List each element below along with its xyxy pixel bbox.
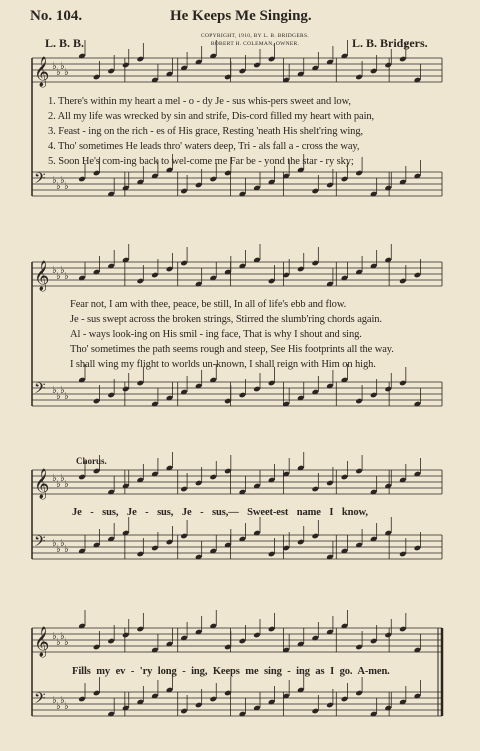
flat-sign: ♭ bbox=[60, 473, 65, 484]
verse-line-5b: I shall wing my flight to worlds un-known, I shall reign with Him on high. bbox=[70, 359, 376, 370]
flat-sign: ♭ bbox=[56, 701, 61, 712]
flat-sign: ♭ bbox=[60, 538, 65, 549]
clef-symbol: 𝄞 bbox=[34, 627, 50, 657]
verse-line-1: 1. There's within my heart a mel - o - dy Je - sus whis-pers sweet and low, bbox=[48, 96, 351, 107]
flat-sign: ♭ bbox=[52, 175, 57, 186]
clef-symbol: 𝄞 bbox=[34, 57, 50, 87]
flat-sign: ♭ bbox=[56, 67, 61, 78]
flat-sign: ♭ bbox=[52, 538, 57, 549]
flat-sign: ♭ bbox=[60, 61, 65, 72]
chorus-line-1: Je - sus, Je - sus, Je - sus,— Sweet-est name I know, bbox=[72, 507, 368, 518]
flat-sign: ♭ bbox=[60, 265, 65, 276]
clef-symbol: 𝄢 bbox=[34, 533, 46, 554]
clef-symbol: 𝄢 bbox=[34, 380, 46, 401]
flat-sign: ♭ bbox=[64, 701, 69, 712]
chorus-label: Chorus. bbox=[76, 456, 107, 466]
chorus-line-2: Fills my ev - 'ry long - ing, Keeps me sing - ing as I go. A-men. bbox=[72, 666, 390, 677]
flat-sign: ♭ bbox=[56, 271, 61, 282]
flat-sign: ♭ bbox=[60, 695, 65, 706]
music-credit: L. B. Bridgers. bbox=[352, 36, 428, 50]
hymn-title: He Keeps Me Singing. bbox=[170, 8, 312, 24]
flat-sign: ♭ bbox=[52, 385, 57, 396]
words-credit: L. B. B. bbox=[45, 36, 85, 50]
flat-sign: ♭ bbox=[56, 637, 61, 648]
verse-line-3: 3. Feast - ing on the rich - es of His grace, Resting 'neath His shelt'ring wing, bbox=[48, 126, 363, 137]
verse-line-4b: Tho' sometimes the path seems rough and steep, See His footprints all the way. bbox=[70, 344, 394, 355]
owner-line: ROBERT H. COLEMAN, OWNER. bbox=[210, 41, 300, 47]
flat-sign: ♭ bbox=[64, 181, 69, 192]
flat-sign: ♭ bbox=[60, 385, 65, 396]
flat-sign: ♭ bbox=[52, 265, 57, 276]
copyright-line: COPYRIGHT, 1910, BY L. B. BRIDGERS. bbox=[201, 33, 309, 39]
flat-sign: ♭ bbox=[52, 61, 57, 72]
flat-sign: ♭ bbox=[52, 473, 57, 484]
flat-sign: ♭ bbox=[64, 544, 69, 555]
verse-line-4: 4. Tho' sometimes He leads thro' waters deep, Tri - als fall a - cross the way, bbox=[48, 141, 360, 152]
verse-line-5: 5. Soon He's com-ing back to wel-come me Far be - yond the star - ry sky; bbox=[48, 156, 354, 167]
flat-sign: ♭ bbox=[64, 67, 69, 78]
flat-sign: ♭ bbox=[52, 631, 57, 642]
verse-line-1b: Fear not, I am with thee, peace, be still, In all of life's ebb and flow. bbox=[70, 299, 347, 310]
verse-line-3b: Al - ways look-ing on His smil - ing face, That is why I shout and sing. bbox=[70, 329, 362, 340]
clef-symbol: 𝄞 bbox=[34, 261, 50, 291]
flat-sign: ♭ bbox=[60, 631, 65, 642]
hymn-number: No. 104. bbox=[30, 8, 83, 24]
flat-sign: ♭ bbox=[64, 271, 69, 282]
flat-sign: ♭ bbox=[56, 479, 61, 490]
flat-sign: ♭ bbox=[64, 479, 69, 490]
flat-sign: ♭ bbox=[60, 175, 65, 186]
flat-sign: ♭ bbox=[52, 695, 57, 706]
flat-sign: ♭ bbox=[56, 391, 61, 402]
flat-sign: ♭ bbox=[56, 181, 61, 192]
clef-symbol: 𝄢 bbox=[34, 690, 46, 711]
flat-sign: ♭ bbox=[64, 391, 69, 402]
clef-symbol: 𝄢 bbox=[34, 170, 46, 191]
flat-sign: ♭ bbox=[64, 637, 69, 648]
flat-sign: ♭ bbox=[56, 544, 61, 555]
clef-symbol: 𝄞 bbox=[34, 469, 50, 499]
verse-line-2: 2. All my life was wrecked by sin and strife, Dis-cord filled my heart with pain, bbox=[48, 111, 375, 122]
verse-line-2b: Je - sus swept across the broken strings, Stirred the slumb'ring chords again. bbox=[70, 314, 382, 325]
